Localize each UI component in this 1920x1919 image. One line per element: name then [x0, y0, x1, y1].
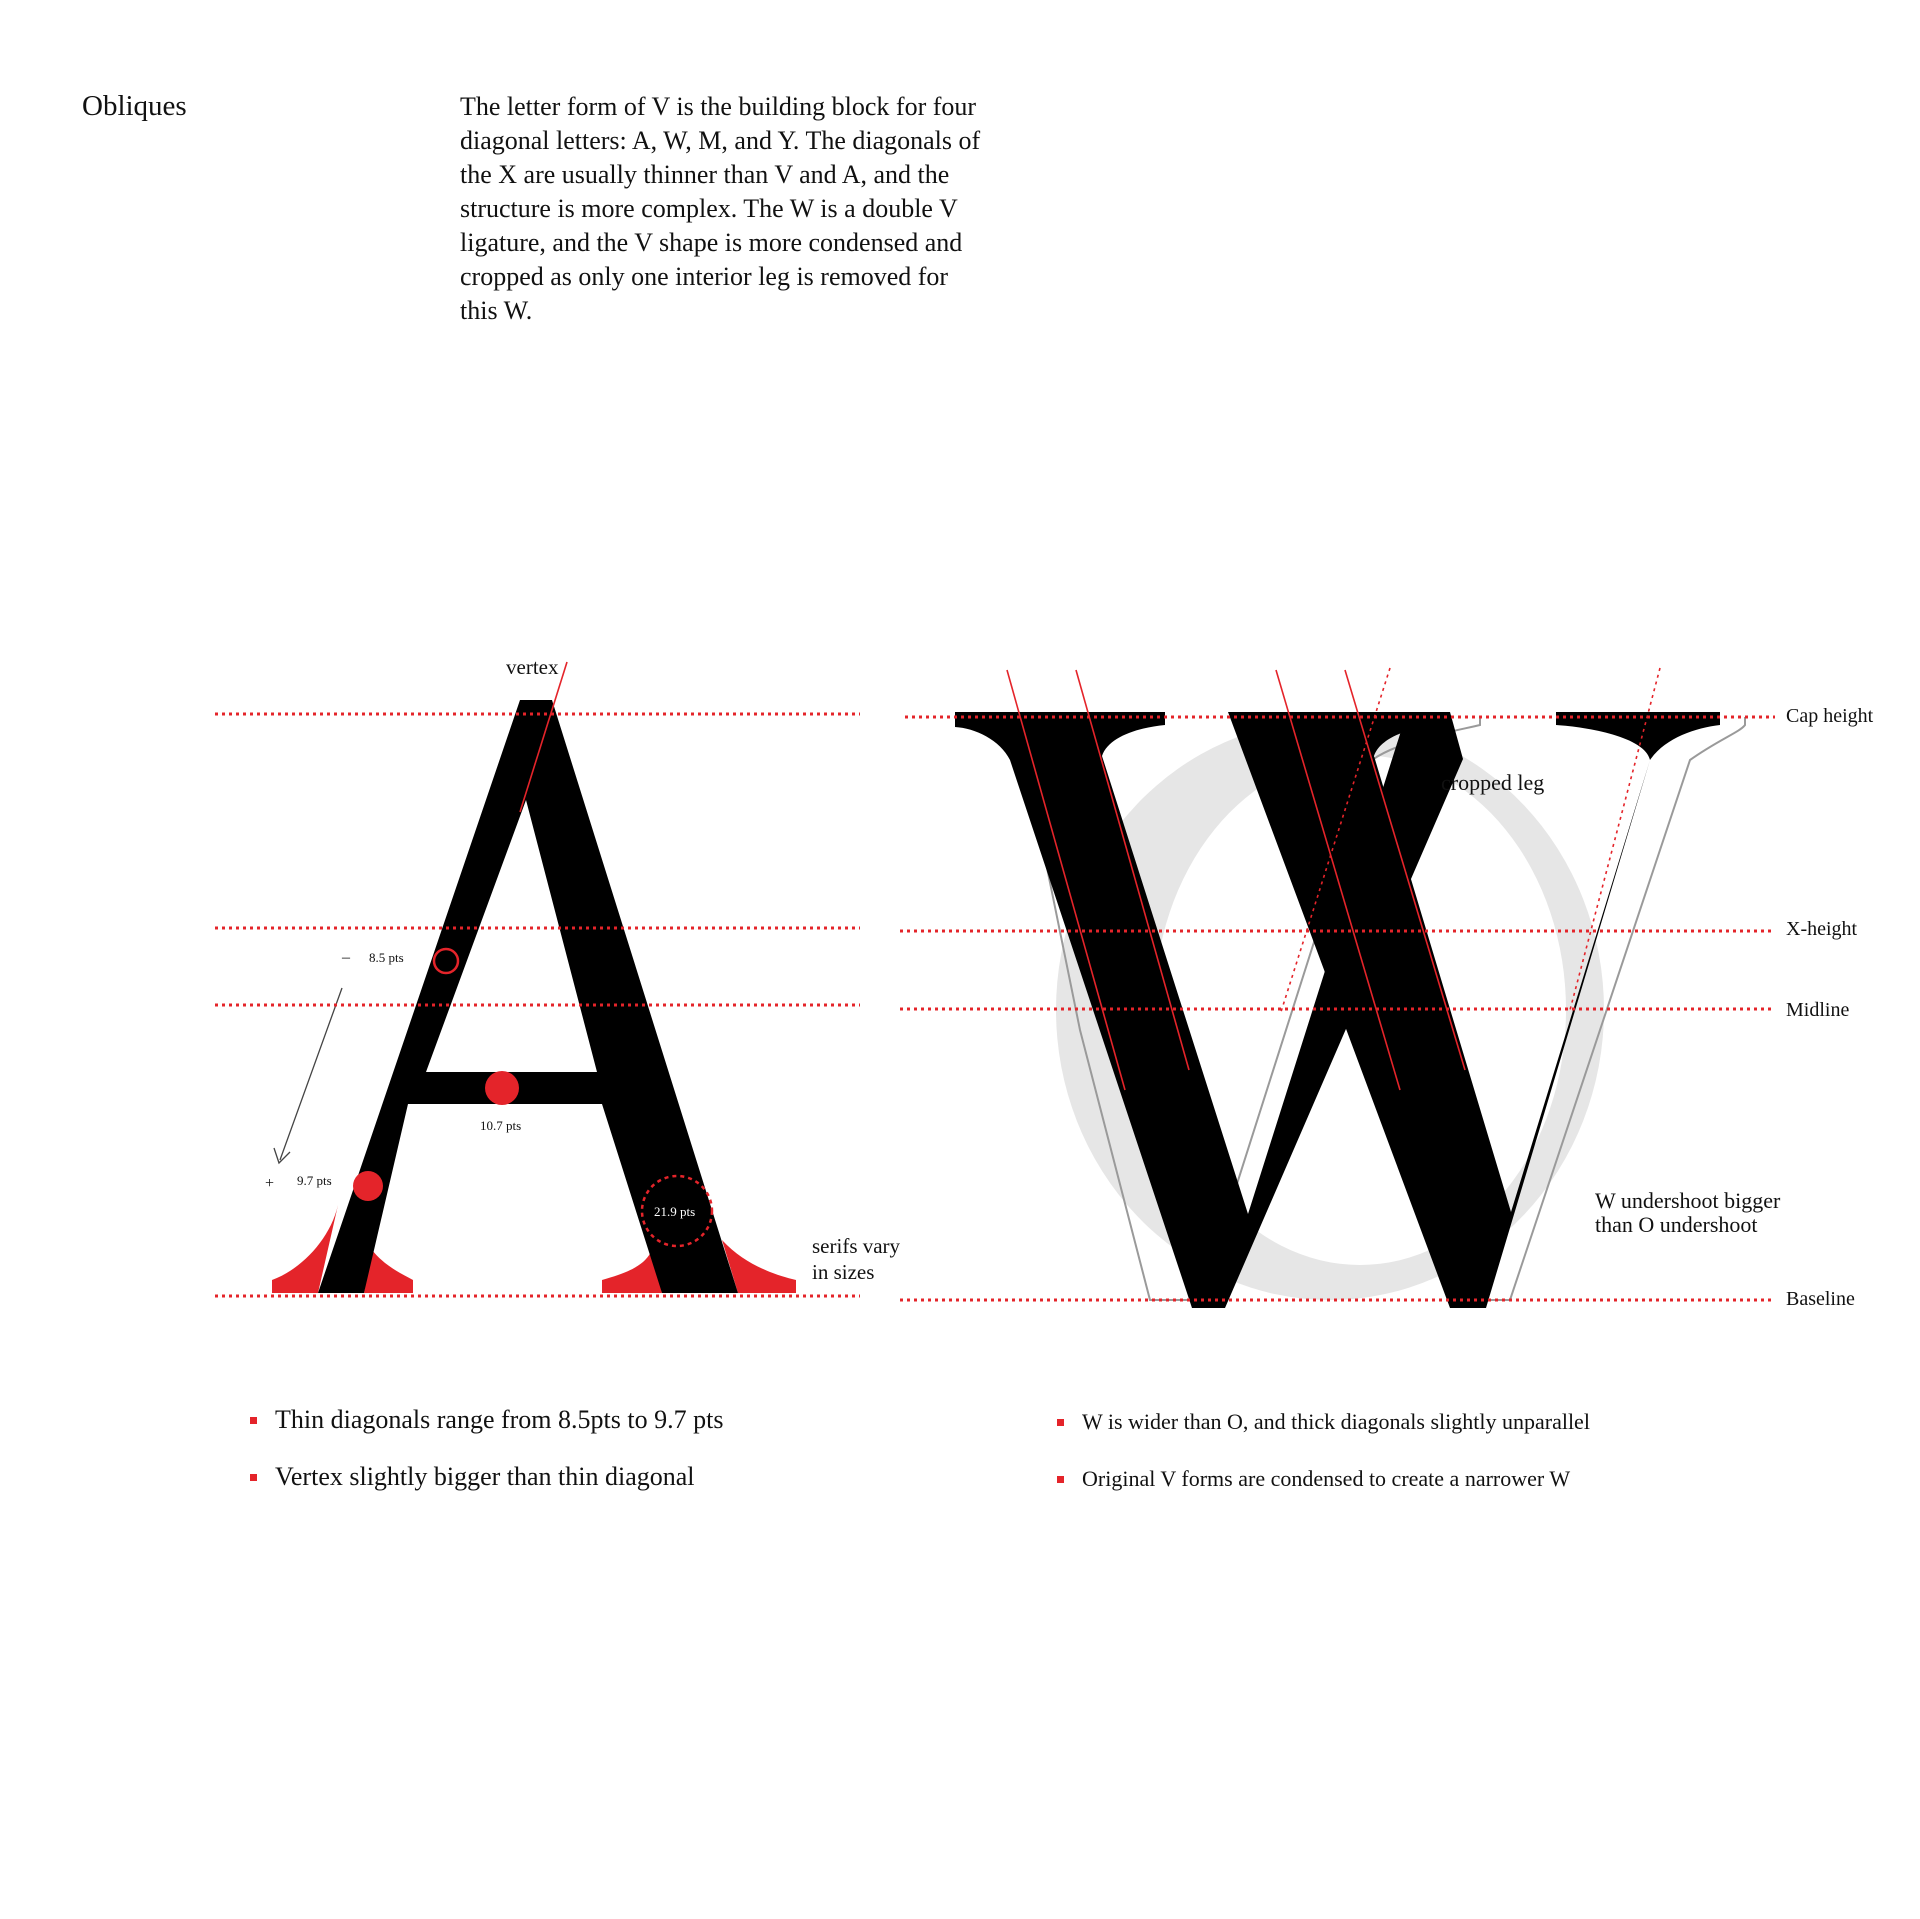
bullet-list-left — [250, 1405, 723, 1492]
bullet-text: Vertex slightly bigger than thin diagonal — [275, 1462, 695, 1491]
crossbar-marker — [485, 1071, 519, 1105]
serifs-label-line2: in sizes — [812, 1260, 875, 1284]
thick-diagonal-label: 21.9 pts — [654, 1204, 696, 1219]
x-height-label: X-height — [1786, 918, 1858, 940]
minus-sign: – — [342, 949, 350, 966]
intro-line: ligature, and the V shape is more condensed and — [460, 228, 963, 257]
plus-sign: + — [265, 1175, 275, 1192]
intro-line: the X are usually thinner than V and A, and the — [460, 160, 950, 189]
bullet-text: Thin diagonals range from 8.5pts to 9.7 pts — [275, 1405, 724, 1434]
bullet-square-icon — [1057, 1476, 1064, 1483]
intro-line: cropped as only one interior leg is removed for — [460, 262, 949, 291]
bullet-text: Original V forms are condensed to create a narrower W — [1082, 1466, 1571, 1491]
cap-height-label: Cap height — [1786, 705, 1874, 727]
bullet-text: W is wider than O, and thick diagonals slightly unparallel — [1082, 1409, 1590, 1434]
crossbar-label: 10.7 pts — [480, 1118, 522, 1133]
baseline-label: Baseline — [1786, 1288, 1855, 1310]
cropped-leg-label: cropped leg — [1441, 770, 1545, 795]
thickness-arrow — [274, 988, 342, 1163]
bullet-list-right — [1057, 1408, 1590, 1493]
bullet-square-icon — [250, 1474, 257, 1481]
thin-top-label: 8.5 pts — [369, 950, 404, 965]
bullet-square-icon — [250, 1417, 257, 1424]
intro-line: diagonal letters: A, W, M, and Y. The diagonals of — [460, 126, 981, 155]
intro-line: this W. — [460, 296, 533, 325]
page-title: Obliques — [82, 90, 187, 122]
undershoot-label-line2: than O undershoot — [1595, 1212, 1758, 1237]
list-item — [1057, 1465, 1590, 1493]
midline-label: Midline — [1786, 999, 1850, 1021]
vertex-label: vertex — [506, 655, 559, 679]
serifs-label-line1: serifs vary — [812, 1234, 901, 1258]
list-item — [1057, 1408, 1590, 1436]
thin-bottom-label: 9.7 pts — [297, 1173, 332, 1188]
bullet-square-icon — [1057, 1419, 1064, 1426]
undershoot-label-line1: W undershoot bigger — [1595, 1188, 1781, 1213]
intro-line: structure is more complex. The W is a double V — [460, 194, 958, 223]
thin-diagonal-bottom-marker — [353, 1171, 383, 1201]
list-item — [250, 1462, 723, 1492]
list-item — [250, 1405, 723, 1435]
intro-line: The letter form of V is the building block for four — [460, 92, 977, 121]
